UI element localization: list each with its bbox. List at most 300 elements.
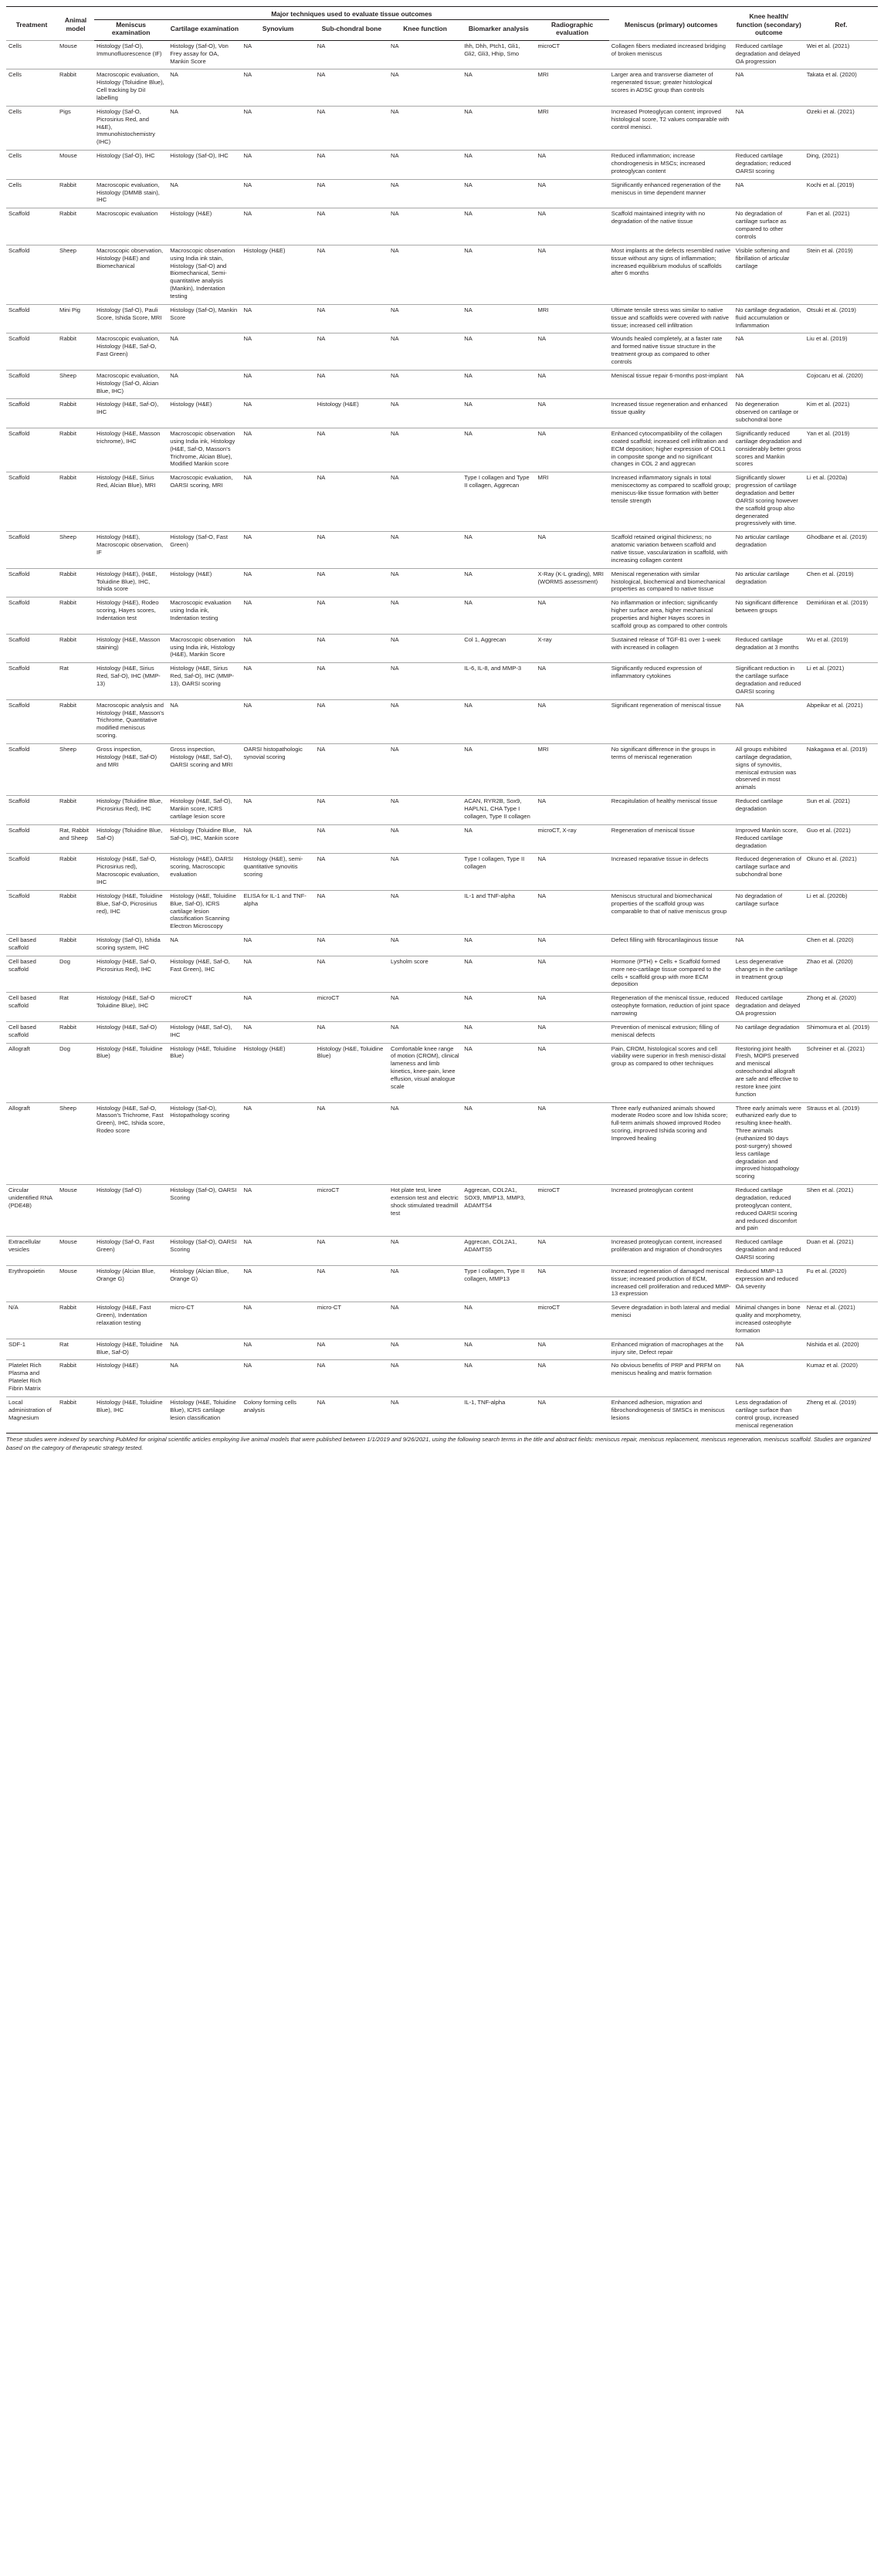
cell-radiographic: NA: [536, 245, 609, 304]
cell-animal-model: Rat: [57, 993, 94, 1022]
cell-reference: Abpeikar et al. (2021): [804, 699, 878, 743]
cell-secondary-outcome: Minimal changes in bone quality and morphometry, increased osteophyte formation: [733, 1302, 804, 1339]
cell-treatment: Scaffold: [6, 370, 57, 399]
cell-meniscus-exam: Macroscopic evaluation, Histology (Saf-O, Alcian Blue, IHC): [94, 370, 168, 399]
cell-animal-model: Rabbit: [57, 179, 94, 208]
table-row: [6, 1360, 878, 1396]
cell-subchondral-bone: NA: [315, 69, 388, 106]
cell-primary-outcome: Increased tissue regeneration and enhanced tissue quality: [609, 399, 733, 428]
cell-meniscus-exam: Histology (H&E, Fast Green), Indentation relaxation testing: [94, 1302, 168, 1339]
table-row: [6, 1302, 878, 1339]
cell-animal-model: Rat: [57, 663, 94, 699]
cell-knee-function: NA: [388, 744, 462, 796]
cell-animal-model: Mini Pig: [57, 304, 94, 333]
table-row: [6, 597, 878, 634]
cell-knee-function: NA: [388, 1302, 462, 1339]
cell-synovium: NA: [242, 399, 315, 428]
cell-cartilage-exam: Histology (Saf-O), Histopathology scoring: [168, 1102, 241, 1185]
cell-reference: Ozeki et al. (2021): [804, 106, 878, 150]
cell-animal-model: Rabbit: [57, 796, 94, 825]
table-row: [6, 428, 878, 472]
table-row: [6, 796, 878, 825]
table-row: [6, 208, 878, 245]
cell-biomarker: NA: [462, 568, 535, 597]
table-row: [6, 472, 878, 532]
cell-biomarker: ACAN, RYR2B, Sox9, HAPLN1, CHA Type I collagen, Type II collagen: [462, 796, 535, 825]
cell-secondary-outcome: No articular cartilage degradation: [733, 568, 804, 597]
cell-knee-function: NA: [388, 1265, 462, 1302]
cell-knee-function: NA: [388, 663, 462, 699]
cell-reference: Zheng et al. (2019): [804, 1396, 878, 1433]
table-row: [6, 1102, 878, 1185]
cell-reference: Otsuki et al. (2019): [804, 304, 878, 333]
cell-reference: Wei et al. (2021): [804, 40, 878, 69]
cell-animal-model: Rabbit: [57, 1360, 94, 1396]
studies-table: [6, 6, 878, 1434]
cell-secondary-outcome: Reduced cartilage degradation at 3 months: [733, 634, 804, 663]
cell-knee-function: NA: [388, 106, 462, 150]
cell-subchondral-bone: NA: [315, 1021, 388, 1043]
cell-cartilage-exam: NA: [168, 370, 241, 399]
cell-animal-model: Rat, Rabbit and Sheep: [57, 824, 94, 854]
cell-cartilage-exam: Histology (H&E): [168, 399, 241, 428]
cell-biomarker: NA: [462, 304, 535, 333]
table-row: [6, 1043, 878, 1102]
cell-synovium: NA: [242, 824, 315, 854]
header-synovium: Synovium: [242, 19, 315, 40]
cell-radiographic: NA: [536, 890, 609, 934]
cell-subchondral-bone: NA: [315, 1339, 388, 1360]
cell-meniscus-exam: Histology (H&E, Sirius Red, Alcian Blue), MRI: [94, 472, 168, 532]
cell-secondary-outcome: Reduced cartilage degradation and delayed OA progression: [733, 40, 804, 69]
cell-biomarker: NA: [462, 1043, 535, 1102]
cell-biomarker: Type I collagen, Type II collagen: [462, 854, 535, 890]
cell-treatment: Cell based scaffold: [6, 956, 57, 992]
cell-subchondral-bone: NA: [315, 796, 388, 825]
cell-radiographic: NA: [536, 1102, 609, 1185]
cell-radiographic: NA: [536, 993, 609, 1022]
cell-secondary-outcome: All groups exhibited cartilage degradation, signs of synovitis, meniscal extrusion was observed in most animals: [733, 744, 804, 796]
cell-biomarker: NA: [462, 744, 535, 796]
cell-secondary-outcome: Reduced cartilage degradation and delayed OA progression: [733, 993, 804, 1022]
cell-reference: Li et al. (2020b): [804, 890, 878, 934]
cell-secondary-outcome: Reduced cartilage degradation, reduced proteoglycan content, reduced OARSI scoring and reduced discomfort and pain: [733, 1185, 804, 1237]
cell-cartilage-exam: Macroscopic evaluation using India ink, Indentation testing: [168, 597, 241, 634]
cell-meniscus-exam: Histology (Saf-O): [94, 1185, 168, 1237]
cell-reference: Ghodbane et al. (2019): [804, 532, 878, 568]
header-radiographic: Radiographic evaluation: [536, 19, 609, 40]
table-row: [6, 40, 878, 69]
cell-biomarker: NA: [462, 428, 535, 472]
cell-primary-outcome: Significantly enhanced regeneration of the meniscus in time dependent manner: [609, 179, 733, 208]
cell-synovium: NA: [242, 1360, 315, 1396]
cell-subchondral-bone: NA: [315, 333, 388, 370]
cell-secondary-outcome: NA: [733, 699, 804, 743]
cell-primary-outcome: Defect filling with fibrocartilaginous tissue: [609, 935, 733, 956]
cell-animal-model: Rabbit: [57, 399, 94, 428]
cell-reference: Zhao et al. (2020): [804, 956, 878, 992]
cell-synovium: NA: [242, 179, 315, 208]
cell-primary-outcome: Regeneration of meniscal tissue: [609, 824, 733, 854]
cell-primary-outcome: Meniscus structural and biomechanical properties of the scaffold group was comparable to that of native meniscus group: [609, 890, 733, 934]
cell-meniscus-exam: Histology (H&E, Toluidine Blue): [94, 1043, 168, 1102]
cell-secondary-outcome: NA: [733, 179, 804, 208]
cell-reference: Kim et al. (2021): [804, 399, 878, 428]
cell-biomarker: NA: [462, 699, 535, 743]
table-row: [6, 699, 878, 743]
cell-treatment: Cell based scaffold: [6, 935, 57, 956]
cell-animal-model: Mouse: [57, 1185, 94, 1237]
cell-reference: Kochi et al. (2019): [804, 179, 878, 208]
cell-animal-model: Sheep: [57, 532, 94, 568]
cell-reference: Wu et al. (2019): [804, 634, 878, 663]
table-row: [6, 370, 878, 399]
cell-biomarker: NA: [462, 1102, 535, 1185]
cell-synovium: NA: [242, 597, 315, 634]
cell-secondary-outcome: No articular cartilage degradation: [733, 532, 804, 568]
cell-subchondral-bone: NA: [315, 179, 388, 208]
table-row: [6, 1185, 878, 1237]
cell-meniscus-exam: Macroscopic evaluation: [94, 208, 168, 245]
cell-synovium: NA: [242, 1265, 315, 1302]
cell-cartilage-exam: Histology (Saf-O), OARSI Scoring: [168, 1237, 241, 1266]
cell-reference: Chen et al. (2020): [804, 935, 878, 956]
cell-animal-model: Rabbit: [57, 890, 94, 934]
cell-synovium: NA: [242, 40, 315, 69]
cell-reference: Li et al. (2020a): [804, 472, 878, 532]
cell-reference: Yan et al. (2019): [804, 428, 878, 472]
cell-radiographic: microCT: [536, 40, 609, 69]
cell-cartilage-exam: Histology (Saf-O), IHC: [168, 151, 241, 180]
cell-synovium: Histology (H&E): [242, 1043, 315, 1102]
cell-treatment: Scaffold: [6, 796, 57, 825]
cell-knee-function: NA: [388, 993, 462, 1022]
cell-animal-model: Mouse: [57, 1265, 94, 1302]
cell-meniscus-exam: Histology (H&E, Masson trichrome), IHC: [94, 428, 168, 472]
cell-synovium: NA: [242, 796, 315, 825]
cell-biomarker: NA: [462, 333, 535, 370]
header-treatment: Treatment: [6, 7, 57, 41]
cell-radiographic: X-Ray (K-L grading), MRI (WORMS assessment): [536, 568, 609, 597]
cell-meniscus-exam: Histology (Saf-O), Immunofluorescence (IF): [94, 40, 168, 69]
cell-animal-model: Mouse: [57, 151, 94, 180]
header-cartilage-exam: Cartilage examination: [168, 19, 241, 40]
cell-cartilage-exam: Histology (Saf-O, Fast Green): [168, 532, 241, 568]
cell-meniscus-exam: Histology (H&E, Masson staining): [94, 634, 168, 663]
cell-knee-function: NA: [388, 796, 462, 825]
cell-meniscus-exam: Histology (Saf-O), IHC: [94, 151, 168, 180]
cell-radiographic: microCT: [536, 1185, 609, 1237]
cell-animal-model: Rabbit: [57, 935, 94, 956]
cell-secondary-outcome: Improved Mankin score, Reduced cartilage degradation: [733, 824, 804, 854]
cell-synovium: NA: [242, 699, 315, 743]
cell-primary-outcome: Meniscal tissue repair 6-months post-implant: [609, 370, 733, 399]
cell-meniscus-exam: Histology (Saf-O, Fast Green): [94, 1237, 168, 1266]
cell-radiographic: NA: [536, 532, 609, 568]
cell-meniscus-exam: Histology (Saf-O), Pauli Score, Ishida Score, MRI: [94, 304, 168, 333]
cell-reference: Strauss et al. (2019): [804, 1102, 878, 1185]
cell-primary-outcome: Enhanced migration of macrophages at the injury site, Defect repair: [609, 1339, 733, 1360]
cell-knee-function: Lysholm score: [388, 956, 462, 992]
cell-animal-model: Rabbit: [57, 208, 94, 245]
cell-biomarker: NA: [462, 69, 535, 106]
cell-reference: Nishida et al. (2020): [804, 1339, 878, 1360]
cell-animal-model: Mouse: [57, 40, 94, 69]
cell-radiographic: MRI: [536, 304, 609, 333]
cell-radiographic: NA: [536, 663, 609, 699]
cell-subchondral-bone: NA: [315, 532, 388, 568]
cell-animal-model: Rabbit: [57, 568, 94, 597]
cell-primary-outcome: Recapitulation of healthy meniscal tissue: [609, 796, 733, 825]
cell-subchondral-bone: NA: [315, 956, 388, 992]
cell-synovium: OARSI histopathologic synovial scoring: [242, 744, 315, 796]
cell-biomarker: Type I collagen, Type II collagen, MMP13: [462, 1265, 535, 1302]
table-row: [6, 69, 878, 106]
cell-subchondral-bone: NA: [315, 1102, 388, 1185]
cell-subchondral-bone: NA: [315, 824, 388, 854]
cell-synovium: NA: [242, 956, 315, 992]
cell-synovium: NA: [242, 106, 315, 150]
table-row: [6, 399, 878, 428]
cell-reference: Schreiner et al. (2021): [804, 1043, 878, 1102]
cell-cartilage-exam: Macroscopic observation using India ink, Histology (H&E, Saf-O, Masson's Trichrome, Alcian Blue), Modified Mankin score: [168, 428, 241, 472]
cell-treatment: Scaffold: [6, 428, 57, 472]
cell-secondary-outcome: Significant reduction in the cartilage surface degradation and reduced OARSI scoring: [733, 663, 804, 699]
cell-secondary-outcome: Significantly slower progression of cartilage degradation and better OARSI scoring however the scaffold group also degenerated progressively with time.: [733, 472, 804, 532]
cell-animal-model: Sheep: [57, 1102, 94, 1185]
cell-biomarker: NA: [462, 532, 535, 568]
cell-subchondral-bone: NA: [315, 304, 388, 333]
table-row: [6, 634, 878, 663]
cell-secondary-outcome: Less degradation of cartilage surface than control group, increased meniscal regeneration: [733, 1396, 804, 1433]
table-row: [6, 532, 878, 568]
cell-treatment: Scaffold: [6, 568, 57, 597]
cell-biomarker: IL-1 and TNF-alpha: [462, 890, 535, 934]
cell-synovium: ELISA for IL-1 and TNF-alpha: [242, 890, 315, 934]
cell-cartilage-exam: Histology (Toluidine Blue, Saf-O), IHC, Mankin score: [168, 824, 241, 854]
cell-reference: Fu et al. (2020): [804, 1265, 878, 1302]
cell-secondary-outcome: Restoring joint health Fresh, MOPS preserved and meniscal osteochondral allograft are safe and effective to restore knee joint function: [733, 1043, 804, 1102]
cell-reference: Shimomura et al. (2019): [804, 1021, 878, 1043]
cell-animal-model: Sheep: [57, 744, 94, 796]
cell-primary-outcome: Sustained release of TGF-B1 over 1-week with increased in collagen: [609, 634, 733, 663]
cell-synovium: NA: [242, 935, 315, 956]
cell-cartilage-exam: NA: [168, 179, 241, 208]
cell-radiographic: NA: [536, 428, 609, 472]
cell-knee-function: NA: [388, 1360, 462, 1396]
cell-secondary-outcome: NA: [733, 935, 804, 956]
cell-animal-model: Rabbit: [57, 472, 94, 532]
cell-animal-model: Rabbit: [57, 634, 94, 663]
cell-secondary-outcome: Reduced cartilage degradation and reduced OARSI scoring: [733, 1237, 804, 1266]
cell-meniscus-exam: Histology (Toluidine Blue, Saf-O): [94, 824, 168, 854]
cell-reference: Li et al. (2021): [804, 663, 878, 699]
cell-knee-function: NA: [388, 854, 462, 890]
cell-knee-function: NA: [388, 1396, 462, 1433]
cell-reference: Stein et al. (2019): [804, 245, 878, 304]
cell-knee-function: NA: [388, 151, 462, 180]
cell-knee-function: NA: [388, 370, 462, 399]
cell-knee-function: NA: [388, 532, 462, 568]
cell-knee-function: NA: [388, 399, 462, 428]
cell-reference: Liu et al. (2019): [804, 333, 878, 370]
cell-reference: Takata et al. (2020): [804, 69, 878, 106]
cell-knee-function: NA: [388, 597, 462, 634]
cell-radiographic: NA: [536, 1265, 609, 1302]
cell-synovium: NA: [242, 568, 315, 597]
cell-synovium: NA: [242, 151, 315, 180]
cell-radiographic: X-ray: [536, 634, 609, 663]
cell-synovium: NA: [242, 1185, 315, 1237]
table-row: [6, 993, 878, 1022]
cell-biomarker: NA: [462, 597, 535, 634]
cell-radiographic: NA: [536, 1360, 609, 1396]
cell-primary-outcome: Meniscal regeneration with similar histological, biochemical and biomechanical properties as compared to native tissue: [609, 568, 733, 597]
cell-cartilage-exam: Histology (H&E): [168, 208, 241, 245]
cell-cartilage-exam: NA: [168, 69, 241, 106]
cell-secondary-outcome: Reduced degeneration of cartilage surface and subchondral bone: [733, 854, 804, 890]
cell-biomarker: Type I collagen and Type II collagen, Aggrecan: [462, 472, 535, 532]
cell-treatment: Scaffold: [6, 634, 57, 663]
cell-treatment: Allograft: [6, 1102, 57, 1185]
cell-cartilage-exam: NA: [168, 1360, 241, 1396]
cell-treatment: Cells: [6, 179, 57, 208]
cell-biomarker: Aggrecan, COL2A1, ADAMTS5: [462, 1237, 535, 1266]
cell-secondary-outcome: Significantly reduced cartilage degradation and considerably better gross scores and Mankin scores: [733, 428, 804, 472]
cell-primary-outcome: Increased regeneration of damaged meniscal tissue; increased production of ECM, increased cell proliferation and reduced MMP-13 expression: [609, 1265, 733, 1302]
cell-subchondral-bone: NA: [315, 428, 388, 472]
cell-knee-function: NA: [388, 1237, 462, 1266]
cell-knee-function: Comfortable knee range of motion (CROM), clinical lameness and limb kinetics, knee-pain, knee effusion, visual analogue scale: [388, 1043, 462, 1102]
cell-primary-outcome: No significant difference in the groups in terms of meniscal regeneration: [609, 744, 733, 796]
cell-biomarker: NA: [462, 1302, 535, 1339]
cell-radiographic: NA: [536, 151, 609, 180]
cell-subchondral-bone: NA: [315, 634, 388, 663]
cell-subchondral-bone: Histology (H&E): [315, 399, 388, 428]
cell-meniscus-exam: Histology (H&E, Saf-O, Picrosirius red), Macroscopic evaluation, IHC: [94, 854, 168, 890]
cell-animal-model: Rabbit: [57, 854, 94, 890]
cell-subchondral-bone: NA: [315, 935, 388, 956]
header-knee-function: Knee function: [388, 19, 462, 40]
cell-radiographic: NA: [536, 597, 609, 634]
cell-primary-outcome: Significant regeneration of meniscal tissue: [609, 699, 733, 743]
cell-primary-outcome: Increased reparative tissue in defects: [609, 854, 733, 890]
cell-animal-model: Sheep: [57, 245, 94, 304]
cell-secondary-outcome: No significant difference between groups: [733, 597, 804, 634]
cell-primary-outcome: Significantly reduced expression of inflammatory cytokines: [609, 663, 733, 699]
table-row: [6, 1339, 878, 1360]
cell-secondary-outcome: NA: [733, 1339, 804, 1360]
cell-meniscus-exam: Histology (Saf-O), Ishida scoring system, IHC: [94, 935, 168, 956]
cell-cartilage-exam: Histology (H&E, Saf-O, Fast Green), IHC: [168, 956, 241, 992]
cell-cartilage-exam: Histology (H&E), OARSI scoring, Macroscopic evaluation: [168, 854, 241, 890]
cell-radiographic: NA: [536, 956, 609, 992]
cell-knee-function: NA: [388, 699, 462, 743]
cell-cartilage-exam: Histology (H&E, Toluidine Blue, Saf-O), ICRS cartilage lesion classification Scanning Electron Microscopy: [168, 890, 241, 934]
cell-treatment: Cells: [6, 106, 57, 150]
cell-cartilage-exam: Histology (Alcian Blue, Orange G): [168, 1265, 241, 1302]
cell-cartilage-exam: Macroscopic observation using India ink stain, Histology (Saf-O) and Biomechanical, Semi-quantitative analysis (Mankin), Indentation testing: [168, 245, 241, 304]
cell-biomarker: IL-1, TNF-alpha: [462, 1396, 535, 1433]
cell-subchondral-bone: NA: [315, 597, 388, 634]
table-row: [6, 333, 878, 370]
cell-knee-function: NA: [388, 634, 462, 663]
cell-secondary-outcome: No cartilage degradation: [733, 1021, 804, 1043]
cell-treatment: Cells: [6, 151, 57, 180]
cell-treatment: Scaffold: [6, 245, 57, 304]
table-footnote: These studies were indexed by searching PubMed for original scientific articles employing live animal models that were published between 1/1/2019 and 9/26/2021, using the following search terms in the title and abstract fields: meniscus repair, meniscus replacement, meniscus regeneration, meniscus scaffold. Studies are organized based on the category of therapeutic strategy tested.: [6, 1436, 871, 1451]
cell-radiographic: NA: [536, 179, 609, 208]
cell-cartilage-exam: Macroscopic evaluation, OARSI scoring, MRI: [168, 472, 241, 532]
cell-animal-model: Rabbit: [57, 333, 94, 370]
table-row: [6, 854, 878, 890]
cell-biomarker: NA: [462, 245, 535, 304]
cell-primary-outcome: Pain, CROM, histological scores and cell viability were superior in fresh menisci-distal group as compared to other techniques: [609, 1043, 733, 1102]
cell-meniscus-exam: Histology (H&E, Saf-O, Picrosirius Red), IHC: [94, 956, 168, 992]
cell-secondary-outcome: NA: [733, 69, 804, 106]
cell-cartilage-exam: Histology (H&E, Toluidine Blue): [168, 1043, 241, 1102]
cell-treatment: Scaffold: [6, 824, 57, 854]
cell-radiographic: MRI: [536, 472, 609, 532]
header-major-techniques: Major techniques used to evaluate tissue outcomes: [94, 7, 609, 20]
cell-synovium: NA: [242, 333, 315, 370]
cell-knee-function: NA: [388, 208, 462, 245]
cell-meniscus-exam: Macroscopic observation, Histology (H&E) and Biomechanical: [94, 245, 168, 304]
cell-knee-function: NA: [388, 1021, 462, 1043]
table-row: [6, 568, 878, 597]
cell-radiographic: MRI: [536, 69, 609, 106]
cell-subchondral-bone: NA: [315, 568, 388, 597]
cell-animal-model: Dog: [57, 1043, 94, 1102]
cell-meniscus-exam: Histology (H&E, Sirius Red, Saf-O), IHC (MMP-13): [94, 663, 168, 699]
cell-subchondral-bone: NA: [315, 370, 388, 399]
cell-subchondral-bone: NA: [315, 890, 388, 934]
cell-treatment: Allograft: [6, 1043, 57, 1102]
cell-synovium: NA: [242, 532, 315, 568]
cell-radiographic: MRI: [536, 106, 609, 150]
cell-treatment: Scaffold: [6, 699, 57, 743]
cell-secondary-outcome: No degradation of cartilage surface: [733, 890, 804, 934]
cell-subchondral-bone: NA: [315, 106, 388, 150]
cell-reference: Fan et al. (2021): [804, 208, 878, 245]
table-row: [6, 245, 878, 304]
cell-cartilage-exam: Histology (H&E): [168, 568, 241, 597]
cell-meniscus-exam: Histology (H&E): [94, 1360, 168, 1396]
cell-primary-outcome: Increased Proteoglycan content; improved histological score, T2 values comparable with control menisci.: [609, 106, 733, 150]
cell-cartilage-exam: NA: [168, 699, 241, 743]
cell-synovium: NA: [242, 663, 315, 699]
cell-primary-outcome: Reduced inflammation; increase chondrogenesis in MSCs; increased proteoglycan content: [609, 151, 733, 180]
cell-synovium: NA: [242, 993, 315, 1022]
cell-subchondral-bone: NA: [315, 151, 388, 180]
cell-radiographic: NA: [536, 699, 609, 743]
header-ref: Ref.: [804, 7, 878, 41]
cell-secondary-outcome: No cartilage degradation, fluid accumulation or Inflammation: [733, 304, 804, 333]
cell-treatment: Local administration of Magnesium: [6, 1396, 57, 1433]
cell-knee-function: NA: [388, 333, 462, 370]
cell-secondary-outcome: NA: [733, 370, 804, 399]
header-meniscus-exam: Meniscus examination: [94, 19, 168, 40]
cell-primary-outcome: Increased proteoglycan content: [609, 1185, 733, 1237]
cell-cartilage-exam: Histology (Saf-O), Von Frey assay for OA, Mankin Score: [168, 40, 241, 69]
cell-subchondral-bone: NA: [315, 663, 388, 699]
cell-reference: Guo et al. (2021): [804, 824, 878, 854]
cell-subchondral-bone: microCT: [315, 993, 388, 1022]
cell-treatment: Scaffold: [6, 854, 57, 890]
cell-biomarker: NA: [462, 1339, 535, 1360]
cell-reference: Nakagawa et al. (2019): [804, 744, 878, 796]
cell-reference: Duan et al. (2021): [804, 1237, 878, 1266]
